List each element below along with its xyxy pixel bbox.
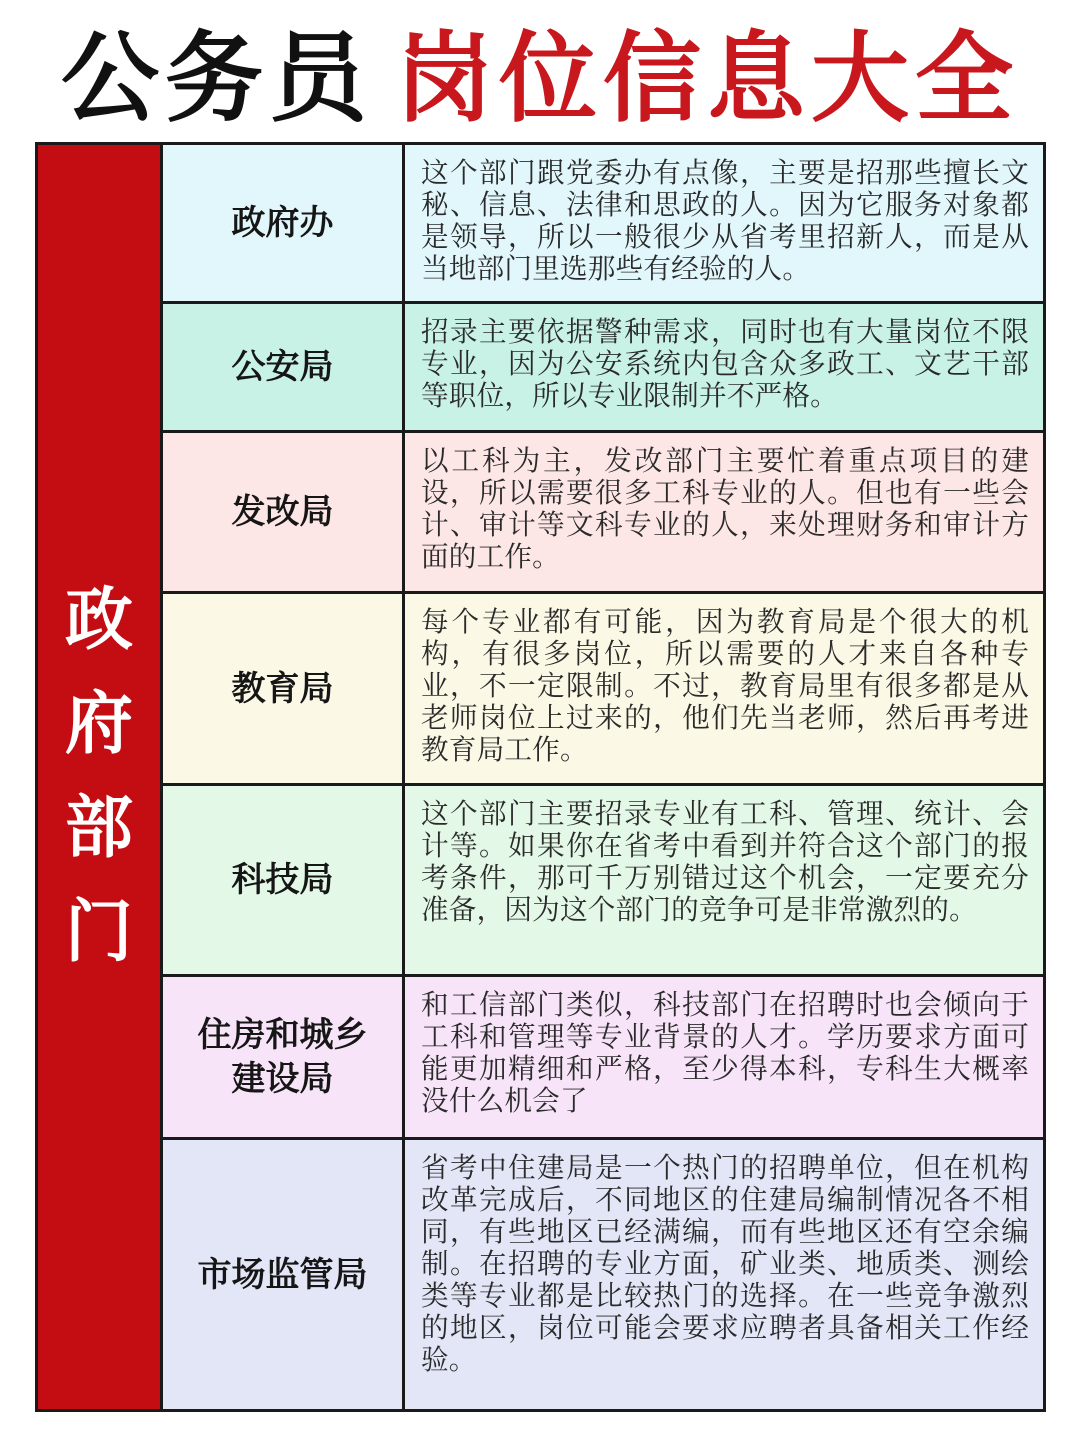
department-name: 发改局: [163, 433, 405, 591]
table-row: [163, 304, 1043, 433]
department-description: 以工科为主，发改部门主要忙着重点项目的建设，所以需要很多工科专业的人。但也有一些会计、审计等文科专业的人，来处理财务和审计方面的工作。: [405, 433, 1043, 591]
table-row: [163, 145, 1043, 304]
table-row: [163, 594, 1043, 786]
table-rows: [163, 145, 1043, 1409]
department-description: 和工信部门类似，科技部门在招聘时也会倾向于工科和管理等专业背景的人才。学历要求方面可能更加精细和严格，至少得本科，专科生大概率没什么机会了: [405, 977, 1043, 1137]
department-name: 公安局: [163, 304, 405, 430]
info-table: [35, 142, 1046, 1412]
department-name: 政府办: [163, 145, 405, 301]
table-row: [163, 786, 1043, 977]
department-name: 市场监管局: [163, 1140, 405, 1409]
page-title: [0, 0, 1080, 140]
title-part-red: 岗位信息大全: [395, 21, 1020, 136]
side-label: 政府部门: [64, 581, 133, 972]
department-description: 省考中住建局是一个热门的招聘单位，但在机构改革完成后，不同地区的住建局编制情况各不相同，有些地区已经满编，而有些地区还有空余编制。在招聘的专业方面，矿业类、地质类、测绘类等专业都是比较热门的选择。在一些竞争激烈的地区，岗位可能会要求应聘者具备相关工作经验。: [405, 1140, 1043, 1409]
department-name: 住房和城乡建设局: [163, 977, 405, 1137]
table-row: [163, 977, 1043, 1140]
department-name: 教育局: [163, 594, 405, 783]
department-description: 这个部门主要招录专业有工科、管理、统计、会计等。如果你在省考中看到并符合这个部门的报考条件，那可千万别错过这个机会，一定要充分准备，因为这个部门的竞争可是非常激烈的。: [405, 786, 1043, 974]
department-description: 每个专业都有可能，因为教育局是个很大的机构，有很多岗位，所以需要的人才来自各种专业，不一定限制。不过，教育局里有很多都是从老师岗位上过来的，他们先当老师，然后再考进教育局工作。: [405, 594, 1043, 783]
table-row: [163, 1140, 1043, 1409]
department-description: 招录主要依据警种需求，同时也有大量岗位不限专业，因为公安系统内包含众多政工、文艺干部等职位，所以专业限制并不严格。: [405, 304, 1043, 430]
department-description: 这个部门跟党委办有点像，主要是招那些擅长文秘、信息、法律和思政的人。因为它服务对象都是领导，所以一般很少从省考里招新人，而是从当地部门里选那些有经验的人。: [405, 145, 1043, 301]
table-row: [163, 433, 1043, 594]
title-part-black: 公务员: [60, 21, 373, 136]
department-name: 科技局: [163, 786, 405, 974]
side-column: [38, 145, 163, 1409]
